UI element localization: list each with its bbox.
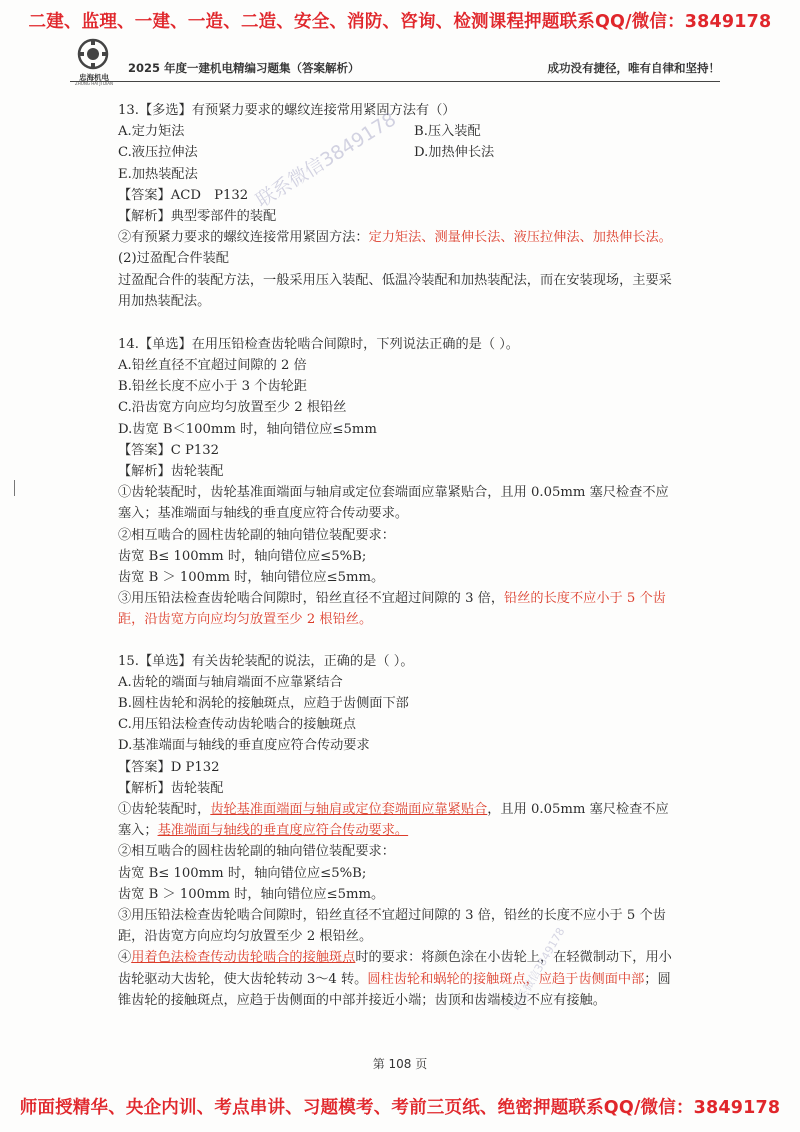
analysis-text: ④ (118, 950, 132, 966)
watermark: 联系微信3849178 (509, 925, 568, 1013)
option-b: B.圆柱齿轮和涡轮的接触斑点，应趋于齿侧面下部 (118, 695, 409, 711)
header-motto: 成功没有捷径，唯有自律和坚持！ (547, 61, 720, 75)
page-content (118, 100, 678, 1011)
analysis-paragraph: ①齿轮装配时，齿轮基准面端面与轴肩或定位套端面应靠紧贴合，且用 0.05mm 塞尺检查不应塞入；基准端面与轴线的垂直度应符合传动要求。 (118, 485, 669, 522)
question-stem: 14.【单选】在用压铅检查齿轮啮合间隙时，下列说法正确的是（ ）。 (118, 336, 519, 352)
top-banner: 二建、监理、一建、一造、二造、安全、消防、咨询、检测课程押题联系QQ/微信：3849178 (28, 12, 772, 32)
analysis-heading: 【解析】齿轮装配 (118, 780, 224, 796)
question-14 (118, 334, 678, 631)
option-a: A.定力矩法 (118, 124, 185, 140)
bottom-banner: 师面授精华、央企内训、考点串讲、习题模考、考前三页纸、绝密押题联系QQ/微信：3849178 (19, 1098, 781, 1118)
answer: 【答案】ACD P132 (118, 187, 249, 203)
analysis-paragraph: 齿宽 B≤ 100mm 时，轴向错位应≤5%B; (118, 865, 367, 881)
analysis-paragraph: ③用压铅法检查齿轮啮合间隙时，铅丝直径不宜超过间隙的 3 倍，铅丝的长度不应小于 5 个齿距，沿齿宽方向应均匀放置至少 2 根铅丝。 (118, 907, 666, 945)
page-header (70, 38, 720, 84)
option-d: D.加热伸长法 (414, 145, 495, 161)
watermark: 联系微信3849178 (252, 108, 400, 213)
question-stem: 15.【单选】有关齿轮装配的说法，正确的是（ ）。 (118, 653, 414, 669)
analysis-paragraph: 齿宽 B ＞ 100mm 时，轴向错位应≤5mm。 (118, 570, 385, 586)
answer: 【答案】D P132 (118, 759, 220, 775)
logo-name: 忠海机电 (79, 73, 109, 82)
analysis-paragraph: ②相互啮合的圆柱齿轮副的轴向错位装配要求： (118, 527, 395, 543)
spacer (118, 631, 678, 651)
option-c: C.用压铅法检查传动齿轮啮合的接触斑点 (118, 717, 356, 733)
analysis-text: ③用压铅法检查齿轮啮合间隙时，铅丝直径不宜超过间隙的 3 倍， (118, 591, 505, 607)
analysis-text: ②有预紧力要求的螺纹连接常用紧固方法： (118, 230, 369, 246)
analysis-text: ，且用 0.05mm 塞尺检查不应塞入； (118, 801, 669, 839)
analysis-text: ①齿轮装配时， (118, 801, 211, 817)
highlighted-text: 齿轮基准面端面与轴肩或定位套端面应靠紧贴合 (210, 801, 488, 817)
analysis-heading: 【解析】齿轮装配 (118, 464, 224, 480)
highlighted-text: 用着色法检查传动齿轮啮合的接触斑点 (131, 950, 356, 966)
highlighted-text: 铅丝的长度不应小于 5 个齿距，沿齿宽方向应均匀放置至少 2 根铅丝。 (118, 591, 666, 628)
analysis-paragraph (118, 588, 678, 630)
option-c: C.沿齿宽方向应均匀放置至少 2 根铅丝 (118, 400, 347, 416)
logo-subtitle: ZHONG HAI JI DIAN (74, 81, 114, 86)
analysis-text: 时的要求：将颜色涂在小齿轮上，在轻微制动下，用小齿轮驱动大齿轮，使大齿轮转动 3～4 转。 (118, 950, 672, 987)
highlighted-text: 基准端面与轴线的垂直度应符合传动要求。 (157, 823, 409, 839)
option-d: D.齿宽 B＜100mm 时，轴向错位应≤5mm (118, 421, 377, 437)
option-a: A.铅丝直径不宜超过间隙的 2 倍 (118, 358, 307, 374)
spacer (118, 312, 678, 334)
document-title: 2025 年度一建机电精编习题集（答案解析） (128, 61, 360, 75)
analysis-paragraph: 过盈配合件的装配方法，一般采用压入装配、低温冷装配和加热装配法，而在安装现场，主要采用加热装配法。 (118, 272, 672, 309)
analysis-paragraph (118, 947, 678, 1011)
highlighted-text: 圆柱齿轮和蜗轮的接触斑点，应趋于齿侧面中部 (367, 971, 645, 987)
analysis-subheading: (2)过盈配合件装配 (118, 251, 229, 267)
page-number: 第 108 页 (372, 1057, 428, 1071)
question-13 (118, 100, 678, 312)
option-e: E.加热装配法 (118, 166, 198, 182)
analysis-heading: 【解析】典型零部件的装配 (118, 208, 277, 224)
highlighted-text: 定力矩法、测量伸长法、液压拉伸法、加热伸长法。 (368, 230, 672, 246)
option-b: B.铅丝长度不应小于 3 个齿轮距 (118, 379, 307, 395)
option-d: D.基准端面与轴线的垂直度应符合传动要求 (118, 738, 370, 754)
analysis-paragraph: 齿宽 B ＞ 100mm 时，轴向错位应≤5mm。 (118, 886, 385, 902)
answer: 【答案】C P132 (118, 442, 220, 458)
option-c: C.液压拉伸法 (118, 145, 198, 161)
analysis-text: ；圆锥齿轮的接触斑点，应趋于齿侧面的中部并接近小端；齿顶和齿端棱边不应有接触。 (118, 971, 671, 1008)
question-15 (118, 651, 678, 1011)
question-stem: 13.【多选】有预紧力要求的螺纹连接常用紧固方法有（） (118, 103, 456, 118)
analysis-paragraph: ②相互啮合的圆柱齿轮副的轴向错位装配要求： (118, 844, 395, 860)
option-b: B.压入装配 (414, 124, 481, 140)
analysis-paragraph (118, 227, 678, 248)
margin-mark (14, 480, 15, 496)
option-a: A.齿轮的端面与轴肩端面不应靠紧结合 (118, 674, 343, 690)
analysis-paragraph: 齿宽 B≤ 100mm 时，轴向错位应≤5%B; (118, 548, 367, 564)
analysis-paragraph (118, 799, 678, 841)
header-rule (70, 81, 720, 82)
